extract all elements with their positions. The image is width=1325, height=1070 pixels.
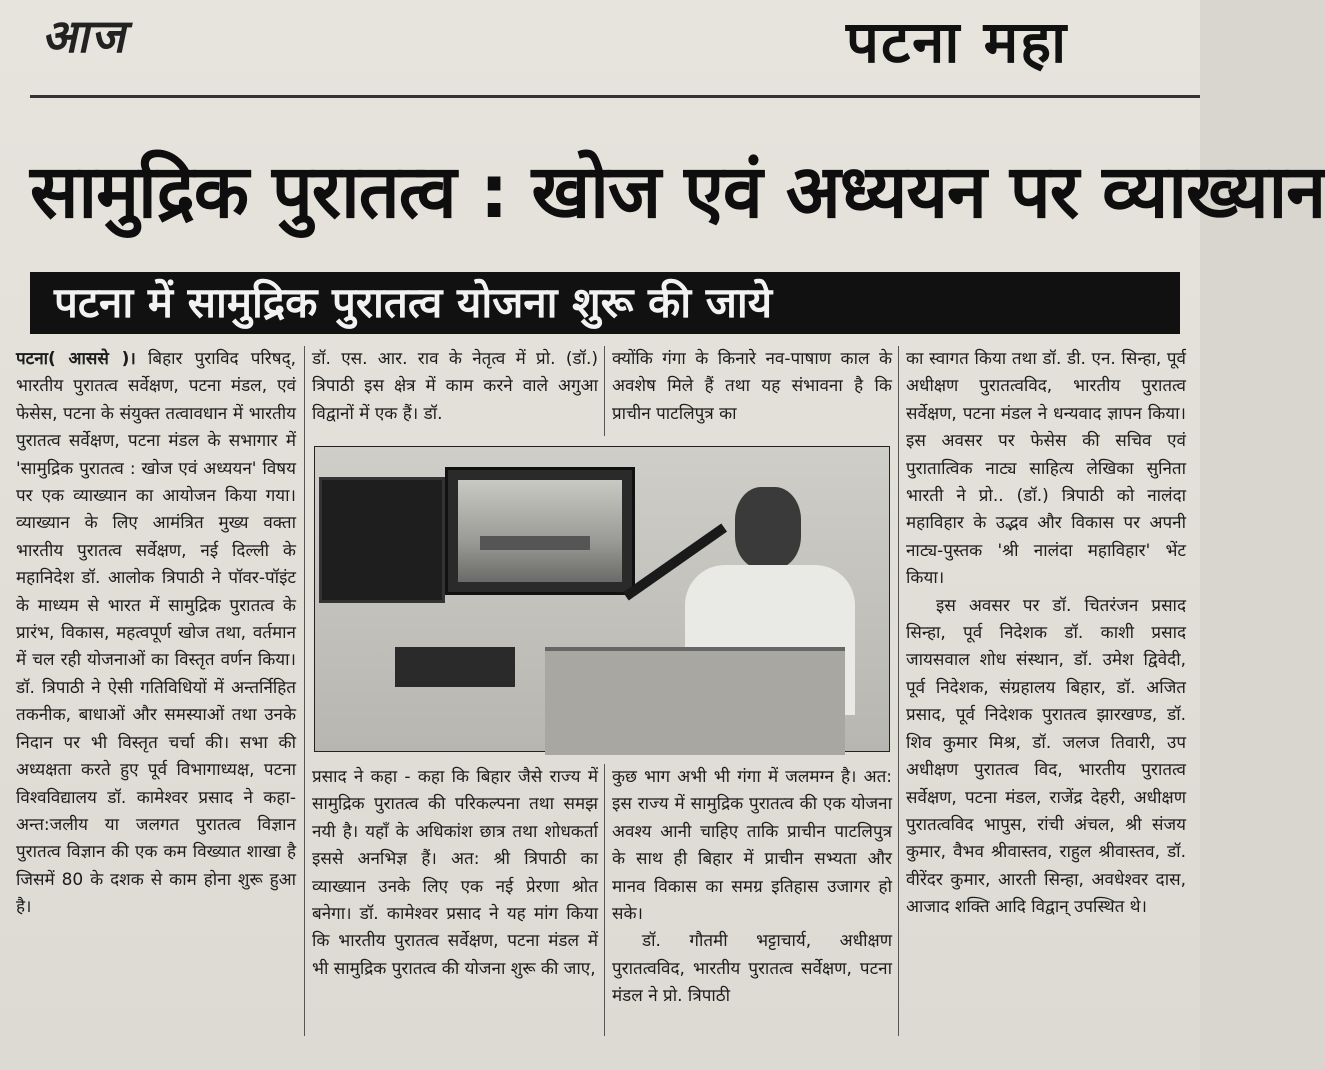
- ship-slide: [458, 480, 622, 582]
- column-3-bottom-para-1: कुछ भाग अभी भी गंगा में जलमग्न है। अत: इस राज्य में सामुद्रिक पुरातत्व की एक योजना अवश्य आनी चाहिए ताकि प्राचीन पाटलिपुत्र के साथ ही बिहार में प्राचीन सभ्यता और मानव विकास का समग्र इतिहास उजागर हो सके।: [612, 767, 892, 925]
- article-column-3-bottom: [612, 764, 892, 1036]
- article-column-2-bottom: [312, 764, 598, 1036]
- column-4-para-1: का स्वागत किया तथा डॉ. डी. एन. सिन्हा, पूर्व अधीक्षण पुरातत्वविद, भारतीय पुरातत्व सर्वेक्षण, पटना मंडल ने धन्यवाद ज्ञापन किया। इस अवसर पर फेसेस की सचिव एवं पुरातात्विक नाट्य साहित्य लेखिका सुनिता भारती ने प्रो.. (डॉ.) त्रिपाठी को नालंदा महाविहार के उद्भव और विकास पर अपनी नाट्य-पुस्तक 'श्री नालंदा महाविहार' भेंट किया।: [906, 349, 1186, 589]
- lecture-photo: [314, 446, 890, 752]
- ship-icon: [480, 536, 590, 550]
- article-column-1: [16, 346, 296, 1036]
- column-2-bottom-text: प्रसाद ने कहा - कहा कि बिहार जैसे राज्य में सामुद्रिक पुरातत्व की परिकल्पना तथा समझ नयी है। यहाँ के अधिकांश छात्र तथा शोधकर्ता इससे अनभिज्ञ हैं। अत: श्री त्रिपाठी का व्याख्यान उनके लिए एक नई प्रेरणा श्रोत बनेगा। डॉ. कामेश्वर प्रसाद ने यह मांग किया कि भारतीय पुरातत्व सर्वेक्षण, पटना मंडल में भी सामुद्रिक पुरातत्व की योजना शुरू की जाए,: [312, 767, 598, 979]
- column-1-text: बिहार पुराविद परिषद्, भारतीय पुरातत्व सर्वेक्षण, पटना मंडल, एवं फेसेस, पटना के संयुक्त तत्वावधान में भारतीय पुरातत्व सर्वेक्षण, पटना मंडल के सभागार में 'सामुद्रिक पुरातत्व : खोज एवं अध्ययन' विषय पर एक व्याख्यान का आयोजन किया गया। व्याख्यान के लिए आमंत्रित मुख्य वक्ता भारतीय पुरातत्व सर्वेक्षण, नई दिल्ली के महानिदेश डॉ. आलोक त्रिपाठी ने पॉवर-पॉइंट के माध्यम से भारत में सामुद्रिक पुरातत्व के प्रारंभ, विकास, महत्वपूर्ण खोज तथा, वर्तमान में चल रही योजनाओं का विस्तृत वर्णन किया। डॉ. त्रिपाठी ने ऐसी गतिविधियों में अन्तर्निहित तकनीक, बाधाओं और समस्याओं तथा उनके निदान पर भी विस्तृत चर्चा की। सभा की अध्यक्षता करते हुए पूर्व विभागाध्यक्ष, पटना विश्वविद्यालय डॉ. कामेश्वर प्रसाद ने कहा- अन्त:जलीय या जलगत पुरातत्व विज्ञान पुरातत्व विज्ञान की एक कम विख्यात शाखा है जिसमें 80 के दशक से काम होना शुरू हुआ है।: [16, 349, 296, 918]
- lectern: [545, 647, 845, 755]
- column-divider: [604, 764, 605, 1036]
- article-subheadline: पटना में सामुद्रिक पुरातत्व योजना शुरू की जाये: [30, 272, 1180, 334]
- byline: पटना( आससे )।: [16, 349, 136, 369]
- article-column-2-top: [312, 346, 598, 430]
- speaker-head: [735, 487, 801, 569]
- monitor-screen: [319, 477, 445, 603]
- edition-title: पटना महा: [846, 8, 1069, 76]
- article-column-3-top: [612, 346, 892, 430]
- column-3-bottom-para-2: डॉ. गौतमी भट्टाचार्य, अधीक्षण पुरातत्वविद, भारतीय पुरातत्व सर्वेक्षण, पटना मंडल ने प्रो. त्रिपाठी: [612, 931, 892, 1007]
- column-divider: [304, 346, 305, 1036]
- article-headline: सामुद्रिक पुरातत्व : खोज एवं अध्ययन पर व्याख्यान: [30, 149, 1325, 235]
- column-divider: [898, 346, 899, 1036]
- projection-screen: [445, 467, 635, 595]
- newspaper-logo: आज: [39, 9, 137, 63]
- projector-table: [395, 647, 515, 687]
- column-divider: [604, 346, 605, 436]
- column-4-para-2: इस अवसर पर डॉ. चितरंजन प्रसाद सिन्हा, पूर्व निदेशक डॉ. काशी प्रसाद जायसवाल शोध संस्थान, डॉ. उमेश द्विवेदी, पूर्व निदेशक, संग्रहालय बिहार, डॉ. अजित प्रसाद, पूर्व निदेशक पुरातत्व झारखण्ड, डॉ. शिव कुमार मिश्र, डॉ. जलज तिवारी, उप अधीक्षण पुरातत्व विद, भारतीय पुरातत्व सर्वेक्षण, पटना मंडल, राजेंद्र देहरी, अधीक्षण पुरातत्वविद भापुस, रांची अंचल, श्री संजय कुमार, वैभव श्रीवास्तव, राहुल श्रीवास्तव, डॉ. वीरेंदर कुमार, आरती सिन्हा, अवधेश्वर दास, आजाद शक्ति आदि विद्वान् उपस्थित थे।: [906, 595, 1186, 918]
- header-rule: [30, 95, 1200, 98]
- column-3-top-text: क्योंकि गंगा के किनारे नव-पाषाण काल के अवशेष मिले हैं तथा यह संभावना है कि प्राचीन पाटलिपुत्र का: [612, 349, 892, 424]
- column-2-top-text: डॉ. एस. आर. राव के नेतृत्व में प्रो. (डॉ.) त्रिपाठी इस क्षेत्र में काम करने वाले अगुआ विद्वानों में एक हैं। डॉ.: [312, 349, 598, 424]
- article-column-4: [906, 346, 1186, 1036]
